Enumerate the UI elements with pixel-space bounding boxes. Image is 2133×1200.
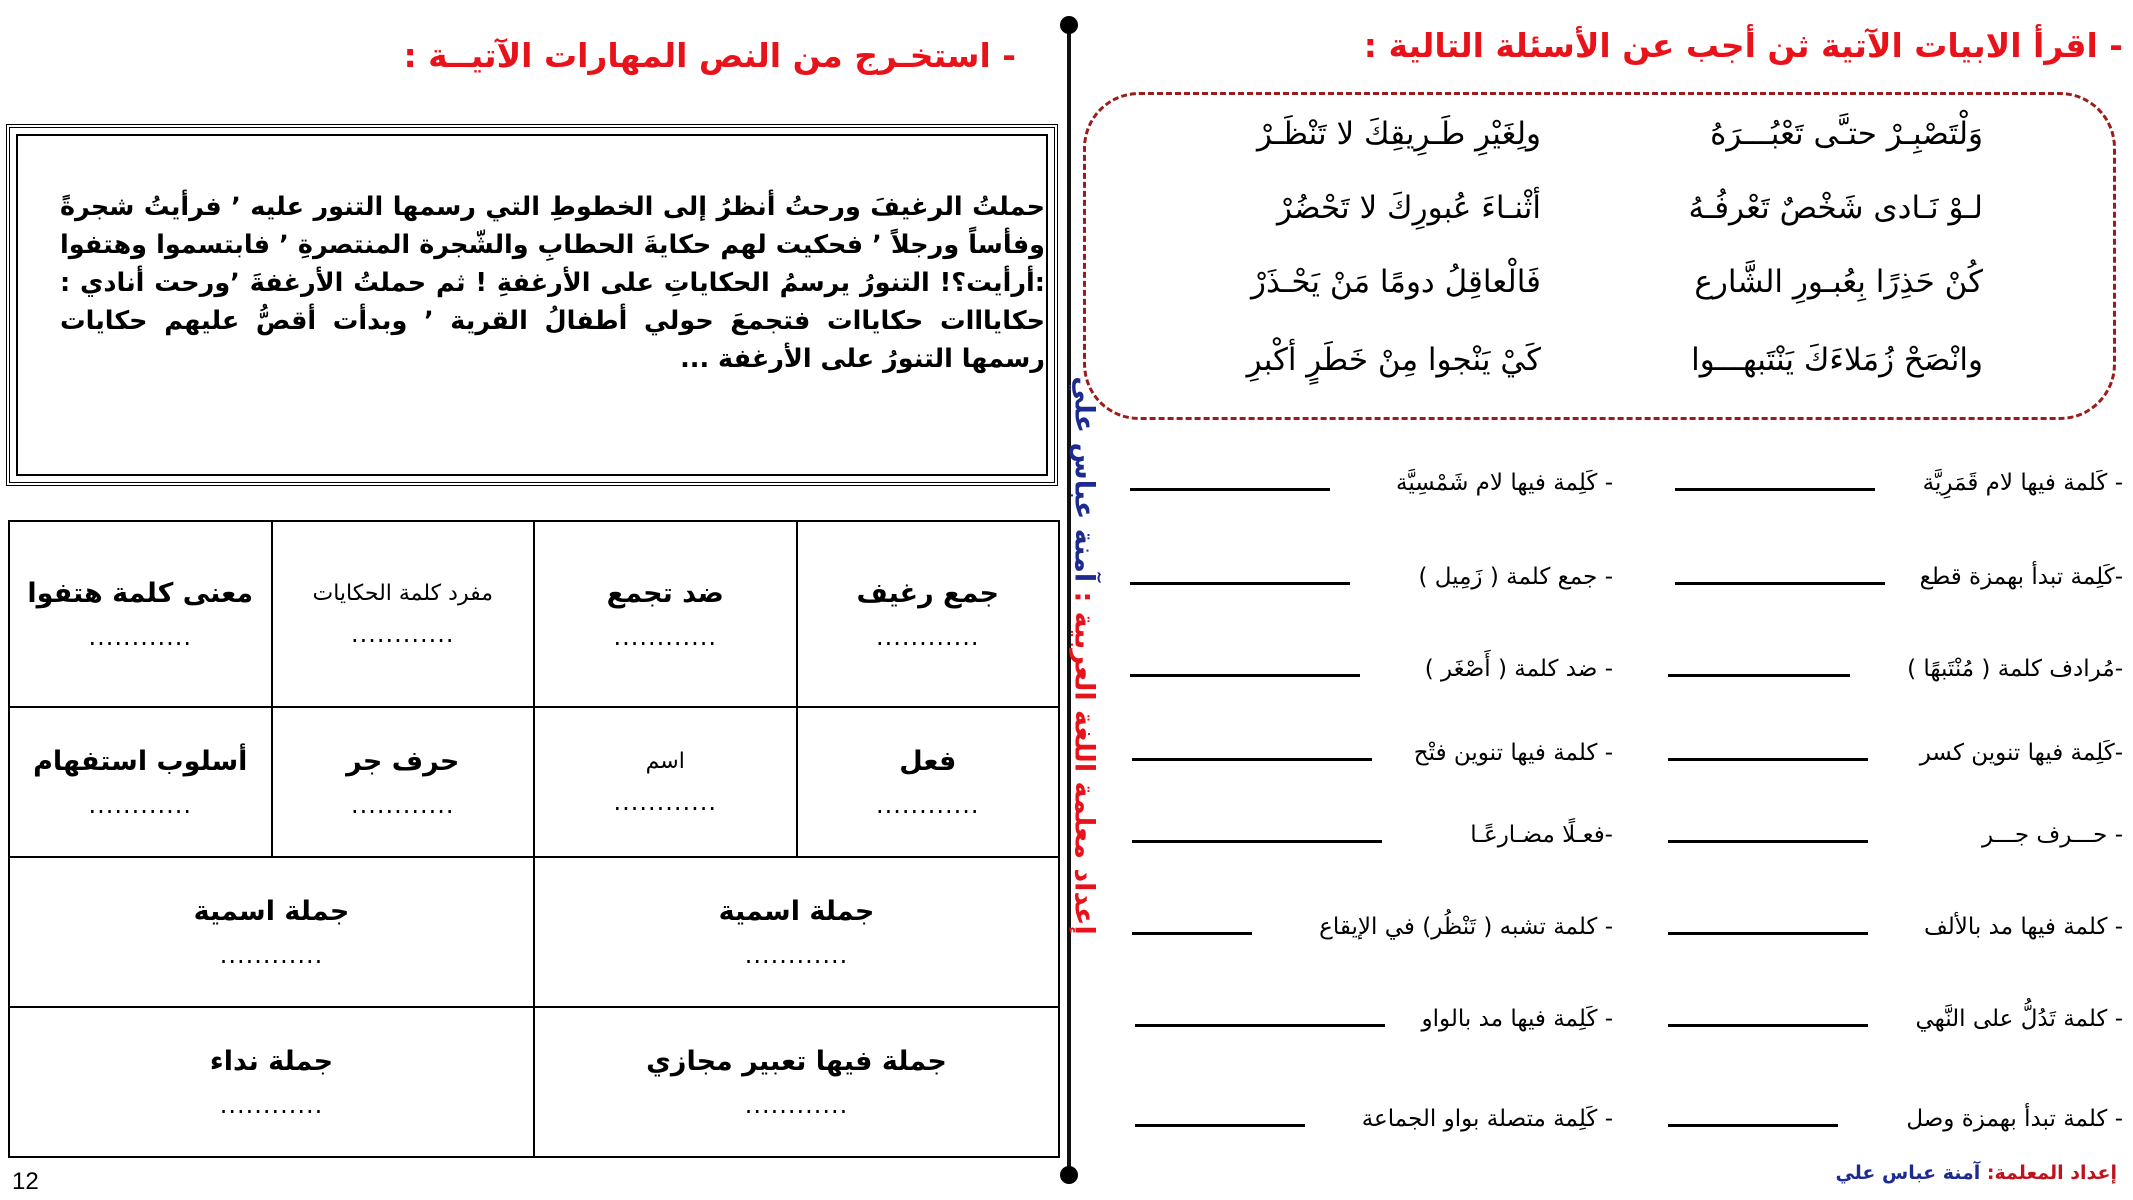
side-credit-label: إعداد معلمة اللغة العربية : (1068, 590, 1100, 935)
cell-label: فعل (899, 745, 957, 777)
answer-line[interactable] (1668, 1124, 1838, 1127)
cell-dots: ............ (350, 619, 455, 648)
cell-dots: ............ (88, 790, 193, 819)
question-left-2: - جمع كلمة ( زَمِيل ) (1418, 564, 1613, 590)
cell-dots: ............ (613, 622, 718, 651)
question-right-3: -مُرادف كلمة ( مُنْتَبهًا ) (1907, 656, 2123, 682)
page-number: 12 (12, 1168, 39, 1195)
cell-label: جملة نداء (209, 1045, 334, 1077)
cell-label: جملة اسمية (193, 895, 350, 927)
answer-line[interactable] (1135, 1124, 1305, 1127)
cell-dots: ............ (744, 1090, 849, 1119)
side-credit-name: آمنة عباس علي (1068, 375, 1100, 582)
answer-line[interactable] (1668, 758, 1868, 761)
verse-4-first: وانْصَحْ زُمَلاءَكَ يَنْتَبهـــوا (1691, 342, 1983, 378)
cell-label: جملة فيها تعبير مجازي (646, 1045, 947, 1077)
side-credit (1068, 360, 1100, 950)
answer-line[interactable] (1135, 1024, 1385, 1027)
question-right-6: - كلمة فيها مد بالألف (1923, 914, 2123, 940)
cell-figurative-sentence[interactable] (534, 1007, 1059, 1157)
question-left-8: - كَلِمة متصلة بواو الجماعة (1361, 1106, 1613, 1132)
answer-line[interactable] (1132, 932, 1252, 935)
footer-credit-name: آمنة عباس علي (1835, 1162, 1981, 1184)
cell-interrogative[interactable] (9, 707, 272, 857)
verse-3-first: كُنْ حَذِرًا بِعُبـورِ الشَّارع (1694, 264, 1983, 300)
question-left-4: - كلمة فيها تنوين فتْح (1413, 740, 1613, 766)
cell-label: ضد تجمع (606, 577, 724, 609)
answer-line[interactable] (1132, 758, 1372, 761)
cell-dots: ............ (88, 622, 193, 651)
cell-nominal-sentence-1[interactable] (534, 857, 1059, 1007)
answer-line[interactable] (1675, 488, 1875, 491)
cell-label: حرف جر (346, 745, 460, 777)
cell-label: جملة اسمية (718, 895, 875, 927)
question-left-3: - ضد كلمة ( أَصْغَر ) (1424, 656, 1613, 682)
answer-line[interactable] (1130, 674, 1360, 677)
answer-line[interactable] (1130, 582, 1350, 585)
cell-label: معنى كلمة هتفوا (27, 577, 254, 609)
skills-table (8, 520, 1060, 1158)
cell-antonym-tajamma[interactable] (534, 521, 797, 707)
cell-vocative-sentence[interactable] (9, 1007, 534, 1157)
left-heading: - استخـرج من النص المهارات الآتيــة : (403, 36, 1016, 75)
question-left-7: - كَلِمة فيها مد بالواو (1421, 1006, 1613, 1032)
verse-1-first: وَلْتَصْبِـرْ حتـَّى تَعْبُـــرَهُ (1710, 116, 1983, 152)
cell-noun[interactable] (534, 707, 797, 857)
question-left-5: -فعـلًا مضـارعًـا (1470, 822, 1613, 848)
cell-label: جمع رغيف (856, 577, 1000, 609)
cell-nominal-sentence-2[interactable] (9, 857, 534, 1007)
cell-dots: ............ (744, 940, 849, 969)
right-heading: - اقرأ الابيات الآتية ثن أجب عن الأسئلة التالية : (1363, 26, 2123, 65)
answer-line[interactable] (1675, 582, 1885, 585)
answer-line[interactable] (1668, 840, 1868, 843)
cell-dots: ............ (875, 622, 980, 651)
question-right-8: - كلمة تبدأ بهمزة وصل (1906, 1106, 2123, 1132)
question-right-4: -كَلِمة فيها تنوين كسر (1919, 740, 2123, 766)
verse-1-second: ولِغَيْرِ طَـرِيقِكَ لا تَنْظَـرْ (1257, 116, 1541, 152)
cell-singular-hikayat[interactable] (272, 521, 535, 707)
cell-label: أسلوب استفهام (33, 745, 248, 777)
answer-line[interactable] (1668, 932, 1868, 935)
answer-line[interactable] (1132, 840, 1382, 843)
verse-2-second: أثْنـاءَ عُبورِكَ لا تَحْضُرْ (1277, 190, 1541, 226)
question-right-7: - كلمة تَدُلُّ على النَّهي (1915, 1006, 2123, 1032)
question-left-1: - كَلِمة فيها لام شَمْسِيَّة (1396, 470, 1613, 496)
cell-label: اسم (645, 748, 685, 774)
cell-meaning-hatafoo[interactable] (9, 521, 272, 707)
verse-2-first: لـوْ نَـادى شَخْصٌ تَعْرفُـهُ (1688, 190, 1983, 226)
question-right-1: - كَلمة فيها لام قَمَرِيَّة (1922, 470, 2123, 496)
cell-dots: ............ (350, 790, 455, 819)
footer-credit-label: إعداد المعلمة: (1986, 1162, 2117, 1184)
question-left-6: - كلمة تشبه ( تَنْظُر) في الإيقاع (1319, 914, 1613, 940)
cell-plural-ragheef[interactable] (797, 521, 1060, 707)
answer-line[interactable] (1668, 674, 1850, 677)
cell-dots: ............ (219, 1090, 324, 1119)
question-right-5: - حـــرف جـــر (1981, 822, 2123, 848)
question-right-2: -كَلِمة تبدأ بهمزة قطع (1919, 564, 2123, 590)
cell-dots: ............ (613, 787, 718, 816)
cell-dots: ............ (219, 940, 324, 969)
divider-dot-top (1060, 16, 1078, 34)
divider-dot-bottom (1060, 1166, 1078, 1184)
answer-line[interactable] (1668, 1024, 1868, 1027)
verse-3-second: فَالْعاقِلُ دومًا مَنْ يَحْـذَرْ (1251, 264, 1541, 300)
verse-4-second: كَيْ يَنْجوا مِنْ خَطَرٍ أكْبرِ (1246, 342, 1541, 378)
passage-text: حملتُ الرغيفَ ورحتُ أنظرُ إلى الخطوطِ التي رسمها التنور عليه ٬ فرأيتُ شجرةً وفأساً ورجلاً ٬ فحكيت لهم حكايةَ الحطابِ والشّجرة المنتصرةِ ٬ فابتسموا وهتفوا :أرأيت؟! التنورُ يرسمُ الحكاياتِ على الأرغفةِ ! ثم حملتُ الأرغفةَ ٬ورحت أنادي : حكايااات حكاياات فتجمعَ حولي أطفالُ القرية ٬ وبدأت أقصُّ عليهم حكايات رسمها التنورُ على الأرغفة ... (60, 192, 1045, 374)
cell-dots: ............ (875, 790, 980, 819)
cell-label: مفرد كلمة الحكايات (312, 580, 493, 606)
footer-credit (1835, 1162, 2117, 1184)
cell-preposition[interactable] (272, 707, 535, 857)
cell-verb[interactable] (797, 707, 1060, 857)
answer-line[interactable] (1130, 488, 1330, 491)
